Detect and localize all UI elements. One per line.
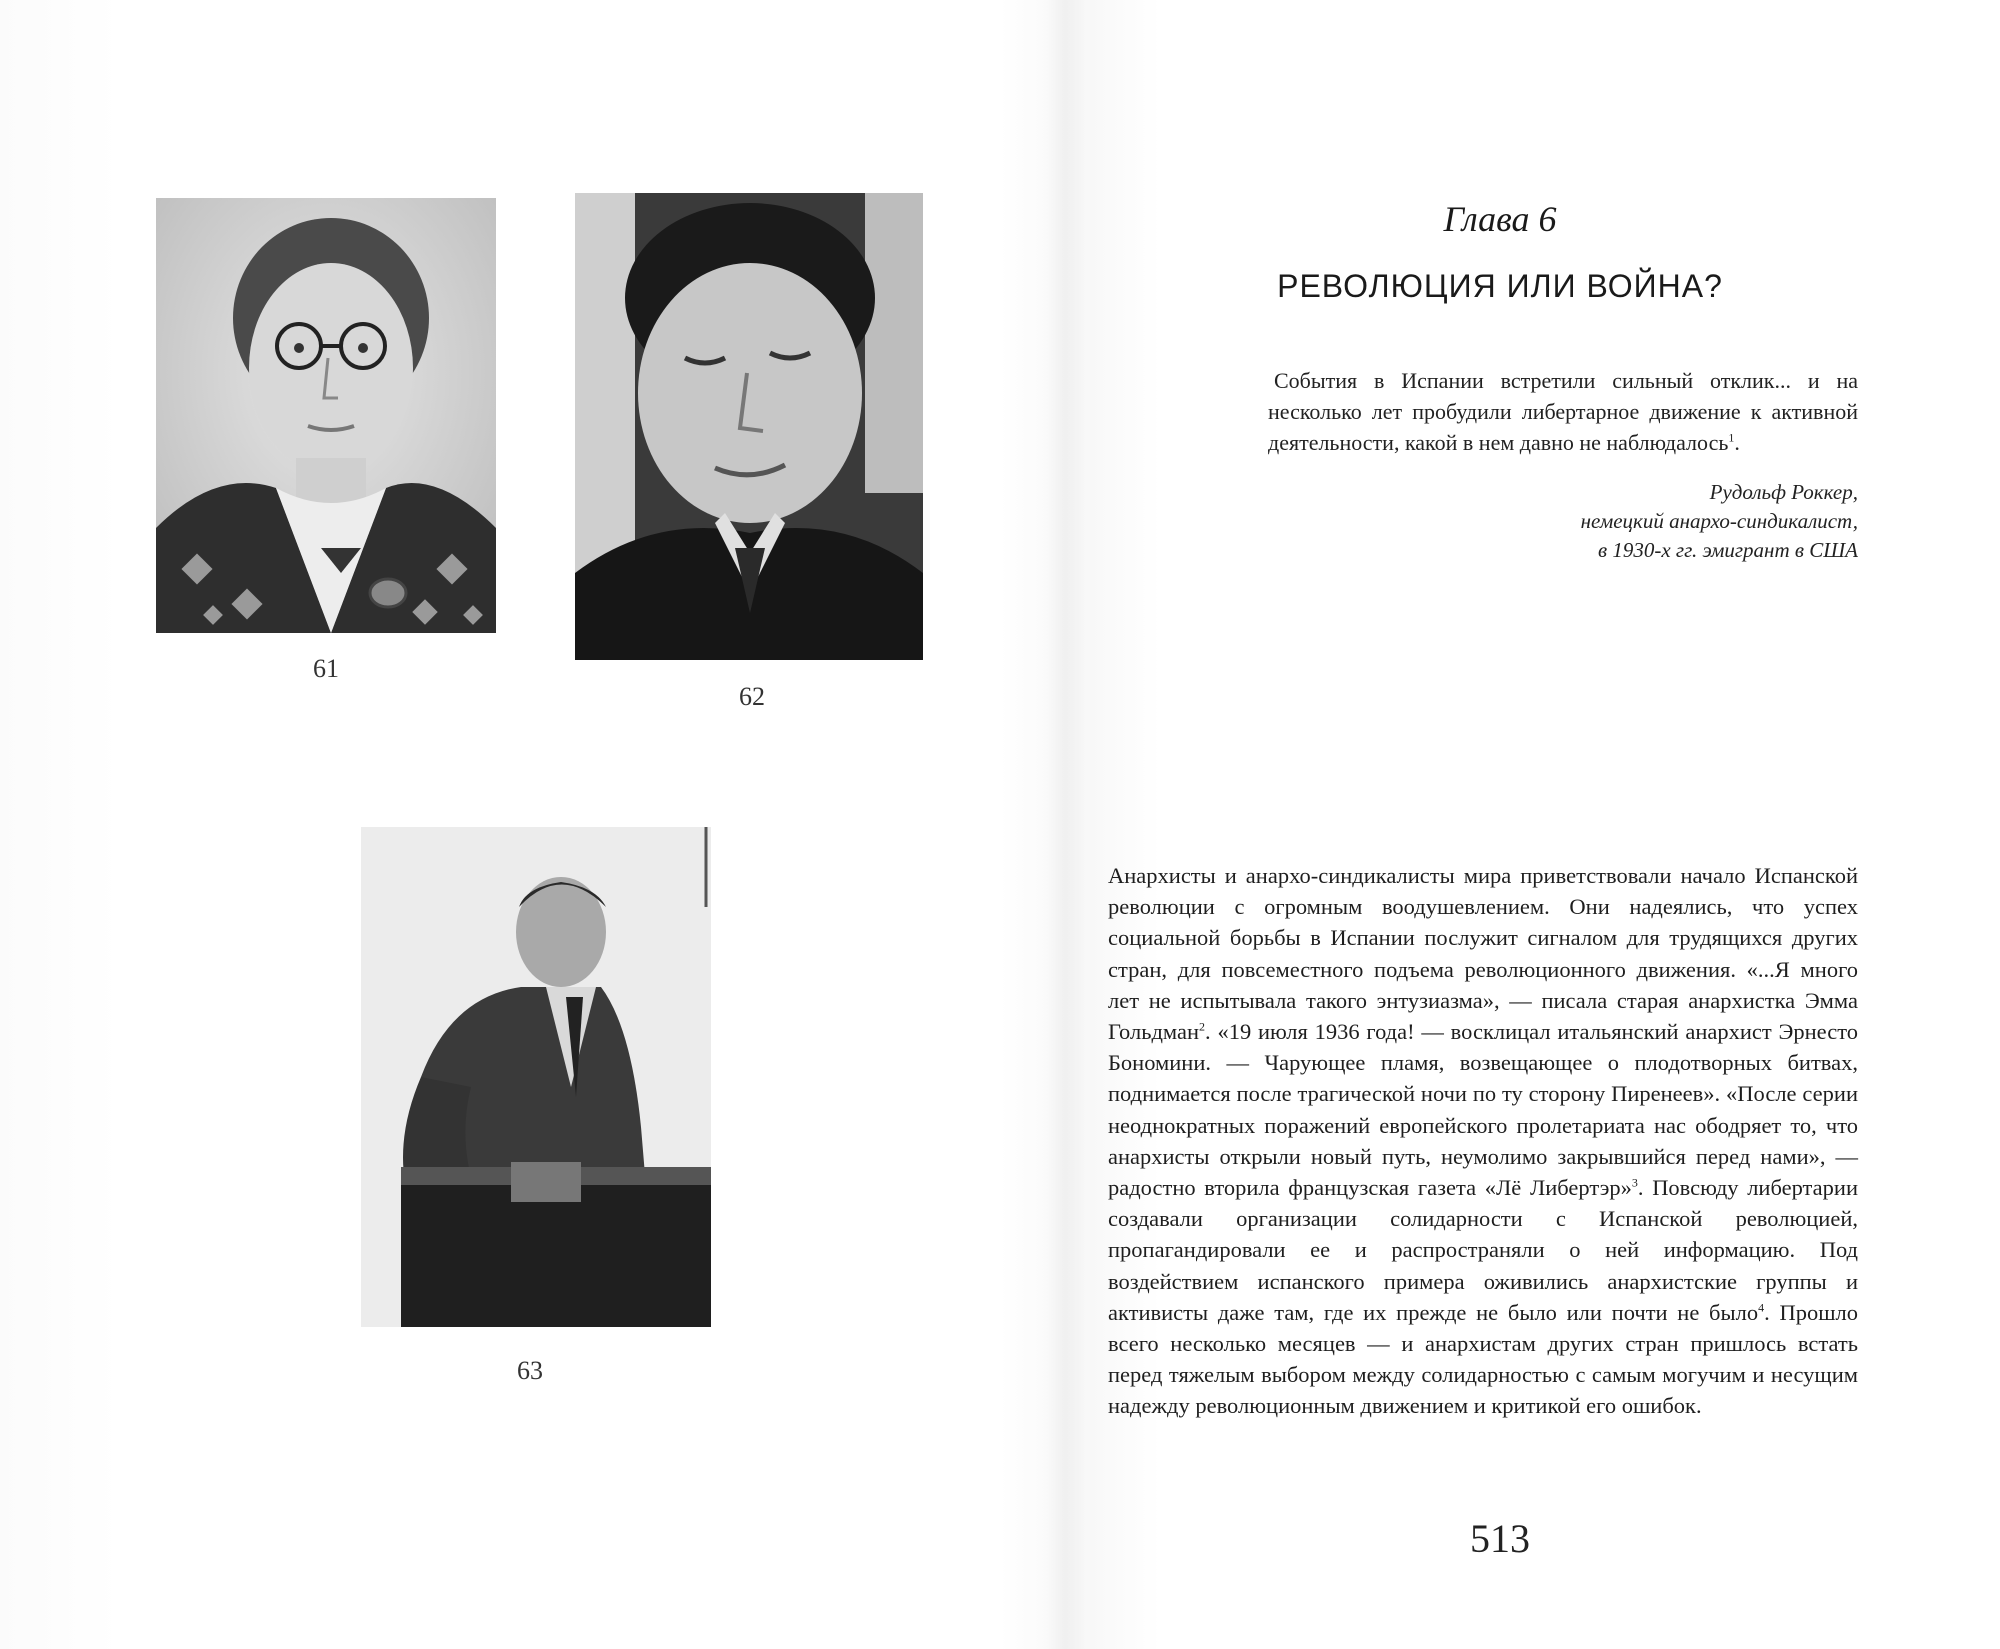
photo-62 bbox=[575, 193, 923, 660]
body-part-1: Анархисты и анархо-синдикалисты мира приветствовали начало Испанской революции с огромным воодушевлением. Они надеялись, что успех социальной борьбы в Испании послужит сигналом для трудящихся других стран, для повсеместного подъема революционного движения. «...Я много лет не испытывала такого энтузиазма», — писала старая анархистка Эмма Гольдман bbox=[1108, 863, 1858, 1045]
epigraph-role-1: немецкий анархо-синдикалист, bbox=[1580, 509, 1858, 533]
body-part-4: . Прошло всего несколько месяцев — и анархистам других стран пришлось встать перед тяжелым выбором между солидарностью с самым могучим и несущим надежду революционным движением и критикой его ошибок. bbox=[1108, 1299, 1858, 1419]
photo-caption-61: 61 bbox=[313, 654, 339, 683]
epigraph: События в Испании встретили сильный отклик... и на несколько лет пробудили либертарное движение к активной деятельности, какой в нем давно не наблюдалось$^1$. bbox=[1268, 368, 1858, 455]
epigraph-attribution bbox=[1400, 478, 1858, 565]
chapter-number: Глава 6 bbox=[1443, 199, 1557, 239]
footnote-marker: 3 bbox=[1631, 1175, 1638, 1190]
photo-caption-63: 63 bbox=[517, 1356, 543, 1385]
chapter-body-paragraph bbox=[1108, 860, 1858, 1422]
photo-63 bbox=[361, 827, 711, 1327]
epigraph-text: События в Испании встретили сильный отклик... и на несколько лет пробудили либертарное движение к активной деятельности, какой в нем давно не наблюдалось bbox=[1268, 368, 1858, 455]
epigraph-author: Рудольф Роккер, bbox=[1709, 480, 1858, 504]
body-part-2: . «19 июля 1936 года! — восклицал итальянский анархист Эрнесто Бономини. — Чарующее пламя, возвещающее о плодотворных битвах, поднимается после трагической ночи по ту сторону Пиренеев». «После серии неоднократных поражений европейского пролетариата нас ободряет то, что анархисты открыли новый путь, неумолимо закрывшийся перед нами», — радостно вторила французская газета «Лё Либертэр» bbox=[1108, 1019, 1858, 1201]
epigraph-role-2: в 1930-х гг. эмигрант в США bbox=[1597, 538, 1858, 562]
photo-61 bbox=[156, 198, 496, 633]
footnote-marker: 4 bbox=[1758, 1300, 1765, 1315]
body-part-3: . Повсюду либертарии создавали организации солидарности с Испанской революцией, пропагандировали ее и распространяли о ней информацию. Под воздействием испанского примера оживились анархистские группы и активисты даже там, где их прежде не было или почти не было bbox=[1108, 1175, 1858, 1325]
page-number: 513 bbox=[1470, 1516, 1530, 1561]
chapter-title: РЕВОЛЮЦИЯ ИЛИ ВОЙНА? bbox=[1277, 268, 1723, 304]
book-gutter bbox=[1045, 0, 1085, 1649]
footnote-marker: 1 bbox=[1728, 430, 1735, 445]
footnote-marker: 2 bbox=[1199, 1019, 1206, 1034]
photo-caption-62: 62 bbox=[739, 682, 765, 711]
